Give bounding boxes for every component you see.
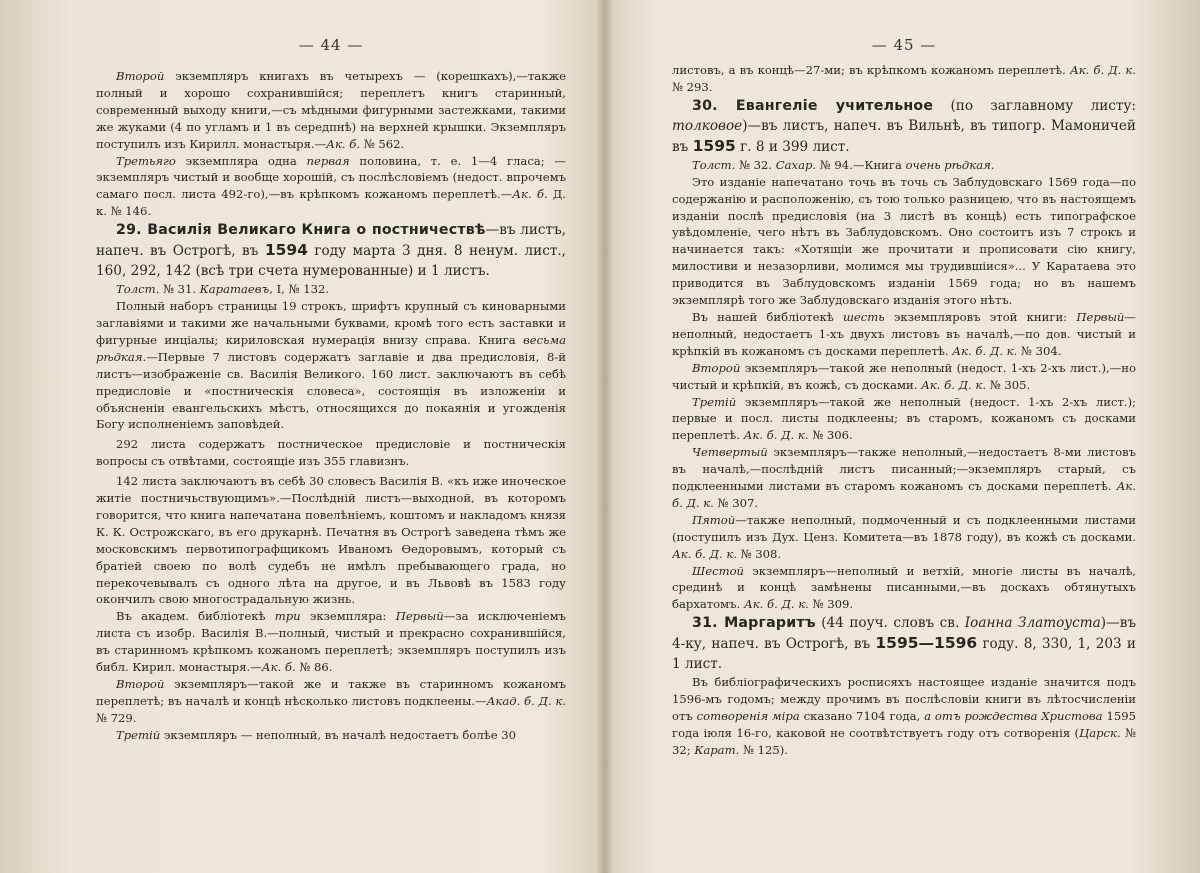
text-run: № 32. [735, 157, 776, 172]
text-run: (по заглавному листу: [933, 97, 1136, 114]
text-paragraph [96, 68, 566, 153]
italic-run: Ак. б. [261, 660, 296, 675]
text-run: № 86. [295, 660, 333, 675]
text-run: экземпляръ — неполный, въ началѣ недостаетъ болѣе 30 [160, 727, 517, 742]
text-paragraph [96, 676, 566, 727]
text-run: экземпляра: [300, 609, 396, 624]
text-run: № 94.—Книга [816, 157, 906, 172]
text-run: —за исключеніемъ листа съ изобр. Василія В.—полный, чистый и прекрасно сохранившійся, въ старинномъ крѣпкомъ кожаномъ переплетѣ; экземпляръ поступилъ изъ библ. Кирил. монастыря.— [96, 609, 566, 675]
entry-heading: 29. [116, 222, 148, 239]
text-paragraph [672, 674, 1136, 759]
text-run: )—въ листъ, напеч. въ Вильнѣ, въ типогр. Мамоничей въ [672, 117, 1136, 155]
italic-run: а отъ рождества Христова [924, 709, 1103, 724]
italic-run: Ак. б. Д. к. [921, 377, 987, 392]
italic-run: Сахар. [775, 157, 817, 172]
text-run: I, № 132. [272, 282, 330, 297]
italic-run: первая [306, 153, 350, 168]
text-run: Въ библіографическихъ росписяхъ настоящее изданіе значится подъ 1596-мъ годомъ; между прочимъ въ послѣсловіи книги въ лѣтосчисленіи отъ [672, 675, 1136, 724]
italic-run: Ак. б. Д. к. [1069, 63, 1136, 77]
text-paragraph [96, 436, 566, 470]
text-paragraph [96, 220, 566, 281]
italic-run: Третій [116, 727, 161, 742]
right-page [672, 30, 1136, 866]
text-run: № 729. [96, 710, 137, 725]
italic-run: Ак. б. [326, 136, 361, 151]
page-number-right: — 45 — [871, 36, 937, 54]
text-run: Это изданіе напечатано точь въ точь съ Заблудовскаго 1569 года—по содержанію и расположенію, съ тою только разницею, что въ настоящемъ изданіи послѣ предисловія (на 3 листѣ въ концѣ) есть типографское увѣдомленіе, чего нѣтъ въ Заблудовскомъ. Оно состоитъ изъ 7 строкъ и начинается такъ: «Хотящіи же прочитати и прописовати сію книгу, милостиви и незазорливи, молимся мы трудившіися»... У Каратаева это приводится въ Заблудовскомъ изданіи 1569 года; но въ нашемъ экземплярѣ того же Заблудовскаго изданія этого нѣтъ. [672, 174, 1136, 308]
text-run: экземпляръ—также неполный,—недостаетъ 8-ми листовъ въ началѣ,—послѣдній листъ писанный;—экземпляръ старый, съ подклеенными листами въ старомъ кожаномъ съ досками переплетѣ. [672, 445, 1136, 494]
text-run: сказано 7104 года, [799, 709, 925, 724]
text-run: —также неполный, подмоченный и съ подклеенными листами (поступилъ изъ Дух. Ценз. Комитета—въ 1878 году), въ кожѣ съ досками. [672, 512, 1136, 544]
italic-run: Второй [116, 677, 165, 691]
italic-run: Карат. [694, 742, 740, 757]
text-run: № 562. [360, 136, 405, 151]
page-number-left: — 44 — [298, 36, 364, 54]
italic-run: Царск. [1079, 726, 1121, 740]
text-run: году. 8, 330, 1, 203 и 1 лист. [672, 636, 1136, 673]
left-page-body [96, 68, 566, 744]
italic-run: Ак. б. [512, 187, 548, 202]
text-run: Полный наборъ страницы 19 строкъ, шрифтъ крупный съ киноварными заглавіями и такими же начальными буквами, кромѣ того есть заставки и фигурные инціалы; кириловская нумерація внизу справа. Книга [96, 299, 566, 347]
text-run: (44 поуч. словъ св. [815, 615, 965, 632]
text-paragraph [672, 157, 1136, 174]
text-run: экземпляра одна [175, 153, 307, 168]
text-paragraph [96, 608, 566, 676]
text-run: экземпляръ—такой же неполный (недост. 1-хъ 2-хъ лист.),—но чистый и крѣпкій, въ кожѣ, съ досками. [672, 360, 1136, 392]
italic-run: Шестой [692, 563, 745, 578]
text-run: Въ академ. библіотекѣ [116, 609, 275, 624]
italic-run: три [274, 609, 301, 624]
text-run: 1595 года іюля 16-го, каковой не соотвѣтствуетъ году отъ сотворенія ( [672, 709, 1136, 740]
italic-run: Первый [1076, 309, 1125, 324]
text-run: —неполный, недостаетъ 1-хъ двухъ листовъ въ началѣ,—по дов. чистый и крѣпкій въ кожаномъ съ досками переплетѣ. [672, 309, 1136, 358]
italic-run: Іоанна Златоуста [964, 615, 1101, 632]
left-page [96, 30, 566, 866]
text-run: листовъ, а въ концѣ—27-ми; въ крѣпкомъ кожаномъ переплетѣ. [672, 63, 1070, 77]
text-run: № 32; [672, 726, 1136, 757]
text-run: Д. к. № 146. [96, 187, 566, 219]
text-paragraph [96, 298, 566, 433]
right-page-body [672, 62, 1136, 759]
text-run: № 308. [736, 546, 782, 561]
text-paragraph [672, 563, 1136, 614]
italic-run: Третьяго [116, 153, 176, 168]
italic-run: Третій [692, 394, 737, 409]
text-paragraph [672, 512, 1136, 563]
text-paragraph [96, 281, 566, 298]
text-run: —въ листъ, напеч. въ Острогѣ, въ [96, 222, 566, 260]
text-paragraph [672, 96, 1136, 157]
text-run: № 125). [739, 742, 788, 757]
text-run: № 304. [1017, 343, 1062, 358]
italic-run: Второй [116, 69, 165, 83]
entry-heading: Евангеліе учительное [735, 97, 934, 114]
text-run: Въ нашей библіотекѣ [692, 309, 843, 324]
entry-year: 1594 [264, 241, 308, 260]
text-paragraph [672, 174, 1136, 309]
italic-run: весьма рѣдкая. [96, 332, 566, 364]
entry-heading: 31. [692, 615, 725, 632]
entry-heading: Василія Великаго Книга о постничествѣ [147, 222, 486, 239]
italic-run: Ак. б. Д. к. [743, 597, 809, 612]
italic-run: Первый [395, 609, 444, 624]
entry-year: 1595 [692, 136, 736, 155]
italic-run: Пятой [692, 512, 736, 527]
italic-run: Толст. [692, 157, 736, 172]
text-paragraph [672, 613, 1136, 674]
italic-run: Каратаевъ, [199, 282, 273, 297]
italic-run: шесть [842, 309, 885, 324]
italic-run: толковое [672, 117, 743, 134]
text-run: году марта 3 дня. 8 ненум. лист., 160, 292, 142 (всѣ три счета нумерованные) и 1 листъ. [96, 243, 566, 280]
italic-run: сотворенія міра [696, 709, 800, 724]
italic-run: Ак. б. Д. к. [743, 428, 809, 443]
italic-run: Второй [692, 360, 741, 375]
text-run: 142 листа заключаютъ въ себѣ 30 словесъ Василія В. «къ иже иноческое житіе постничьствующимъ».—Послѣдній листъ—выходной, въ которомъ говорится, что книга напечатана повелѣніемъ, коштомъ и накладомъ князя К. К. Острожскаго, въ его друкарнѣ. Печатня въ Острогѣ заведена тѣмъ же московскимъ первотипографщикомъ Иваномъ Ѳедоровымъ, который съ братіей своею по волѣ судебъ не имѣлъ пребывающего града, но перекочевывалъ съ одного лѣта на другое, и въ Львовѣ въ 1583 году окончилъ свою многострадальную жизнь. [96, 474, 566, 607]
text-paragraph [96, 473, 566, 608]
text-run: )—въ 4-ку, напеч. въ Острогѣ, въ [672, 615, 1136, 653]
text-paragraph [96, 153, 566, 221]
text-paragraph [672, 309, 1136, 360]
entry-heading: 30. [692, 97, 736, 114]
entry-heading: Маргаритъ [724, 615, 816, 632]
text-paragraph [672, 394, 1136, 445]
text-paragraph [672, 62, 1136, 96]
book-gutter [596, 0, 614, 873]
text-run: экземпляръ—неполный и ветхій, многіе листы въ началѣ, срединѣ и концѣ замѣнены писанными,—въ доскахъ обтянутыхъ бархатомъ. [672, 563, 1136, 612]
text-run: № 306. [808, 428, 853, 443]
entry-year: 1595—1596 [875, 634, 978, 653]
text-run: № 305. [986, 377, 1031, 392]
text-run: экземпляровъ этой книги: [884, 309, 1077, 324]
text-run: экземпляръ книгахъ въ четырехъ — (корешкахъ),—также полный и хорошо сохранившійся; переплетъ книгъ старинный, современный выходу книги,—съ мѣдными фигурными застежками, такими же жуками (4 по угламъ и 1 въ середпнѣ) на верхней крышки. Экземпляръ поступилъ изъ Кирилл. монастыря.— [96, 69, 566, 151]
text-run: № 293. [672, 79, 713, 94]
text-run: экземпляръ—такой же и также въ старинномъ кожаномъ переплетѣ; въ началѣ и концѣ нѣсколько листовъ подклеены.— [96, 677, 566, 708]
italic-run: Акад. б. Д. к. [486, 693, 566, 708]
text-run: экземпляръ—такой же неполный (недост. 1-хъ 2-хъ лист.); первые и посл. листы подклеены; въ старомъ, кожаномъ съ досками переплетѣ. [672, 394, 1136, 443]
italic-run: Ак. б. Д. к. [952, 343, 1018, 358]
text-paragraph [96, 727, 566, 744]
text-run: № 309. [808, 597, 854, 612]
text-paragraph [672, 444, 1136, 512]
italic-run: Ак. б. Д. к. [672, 546, 737, 561]
text-run: № 31. [159, 282, 200, 297]
italic-run: очень рѣдкая. [905, 157, 995, 172]
text-run: —Первые 7 листовъ содержатъ заглавіе и два предисловія, 8-й листъ—изображеніе св. Василія Великого. 160 лист. заключаютъ въ себѣ предисловіе и «постническія словеса», состоящія въ изложеніи и объясненіи евангельскихъ мѣстъ, относящихся до покаянія и угожденія Богу исполненіемъ заповѣдей. [96, 349, 566, 432]
text-paragraph [672, 360, 1136, 394]
italic-run: Четвертый [692, 445, 768, 460]
text-run: 292 листа содержатъ постническое предисловіе и постническія вопросы съ отвѣтами, состоящіе изъ 355 главизнъ. [96, 437, 566, 469]
italic-run: Толст. [116, 282, 160, 297]
text-run: № 307. [713, 495, 759, 510]
text-run: г. 8 и 399 лист. [735, 138, 850, 155]
italic-run: Ак. б. Д. к. [672, 479, 1136, 510]
text-run: половина, т. е. 1—4 гласа; —экземпляръ чистый и вообще хорошій, съ послѣсловіемъ (недост. впрочемъ самаго посл. листа 492-го),—въ крѣпкомъ кожаномъ переплетѣ.— [96, 153, 566, 202]
